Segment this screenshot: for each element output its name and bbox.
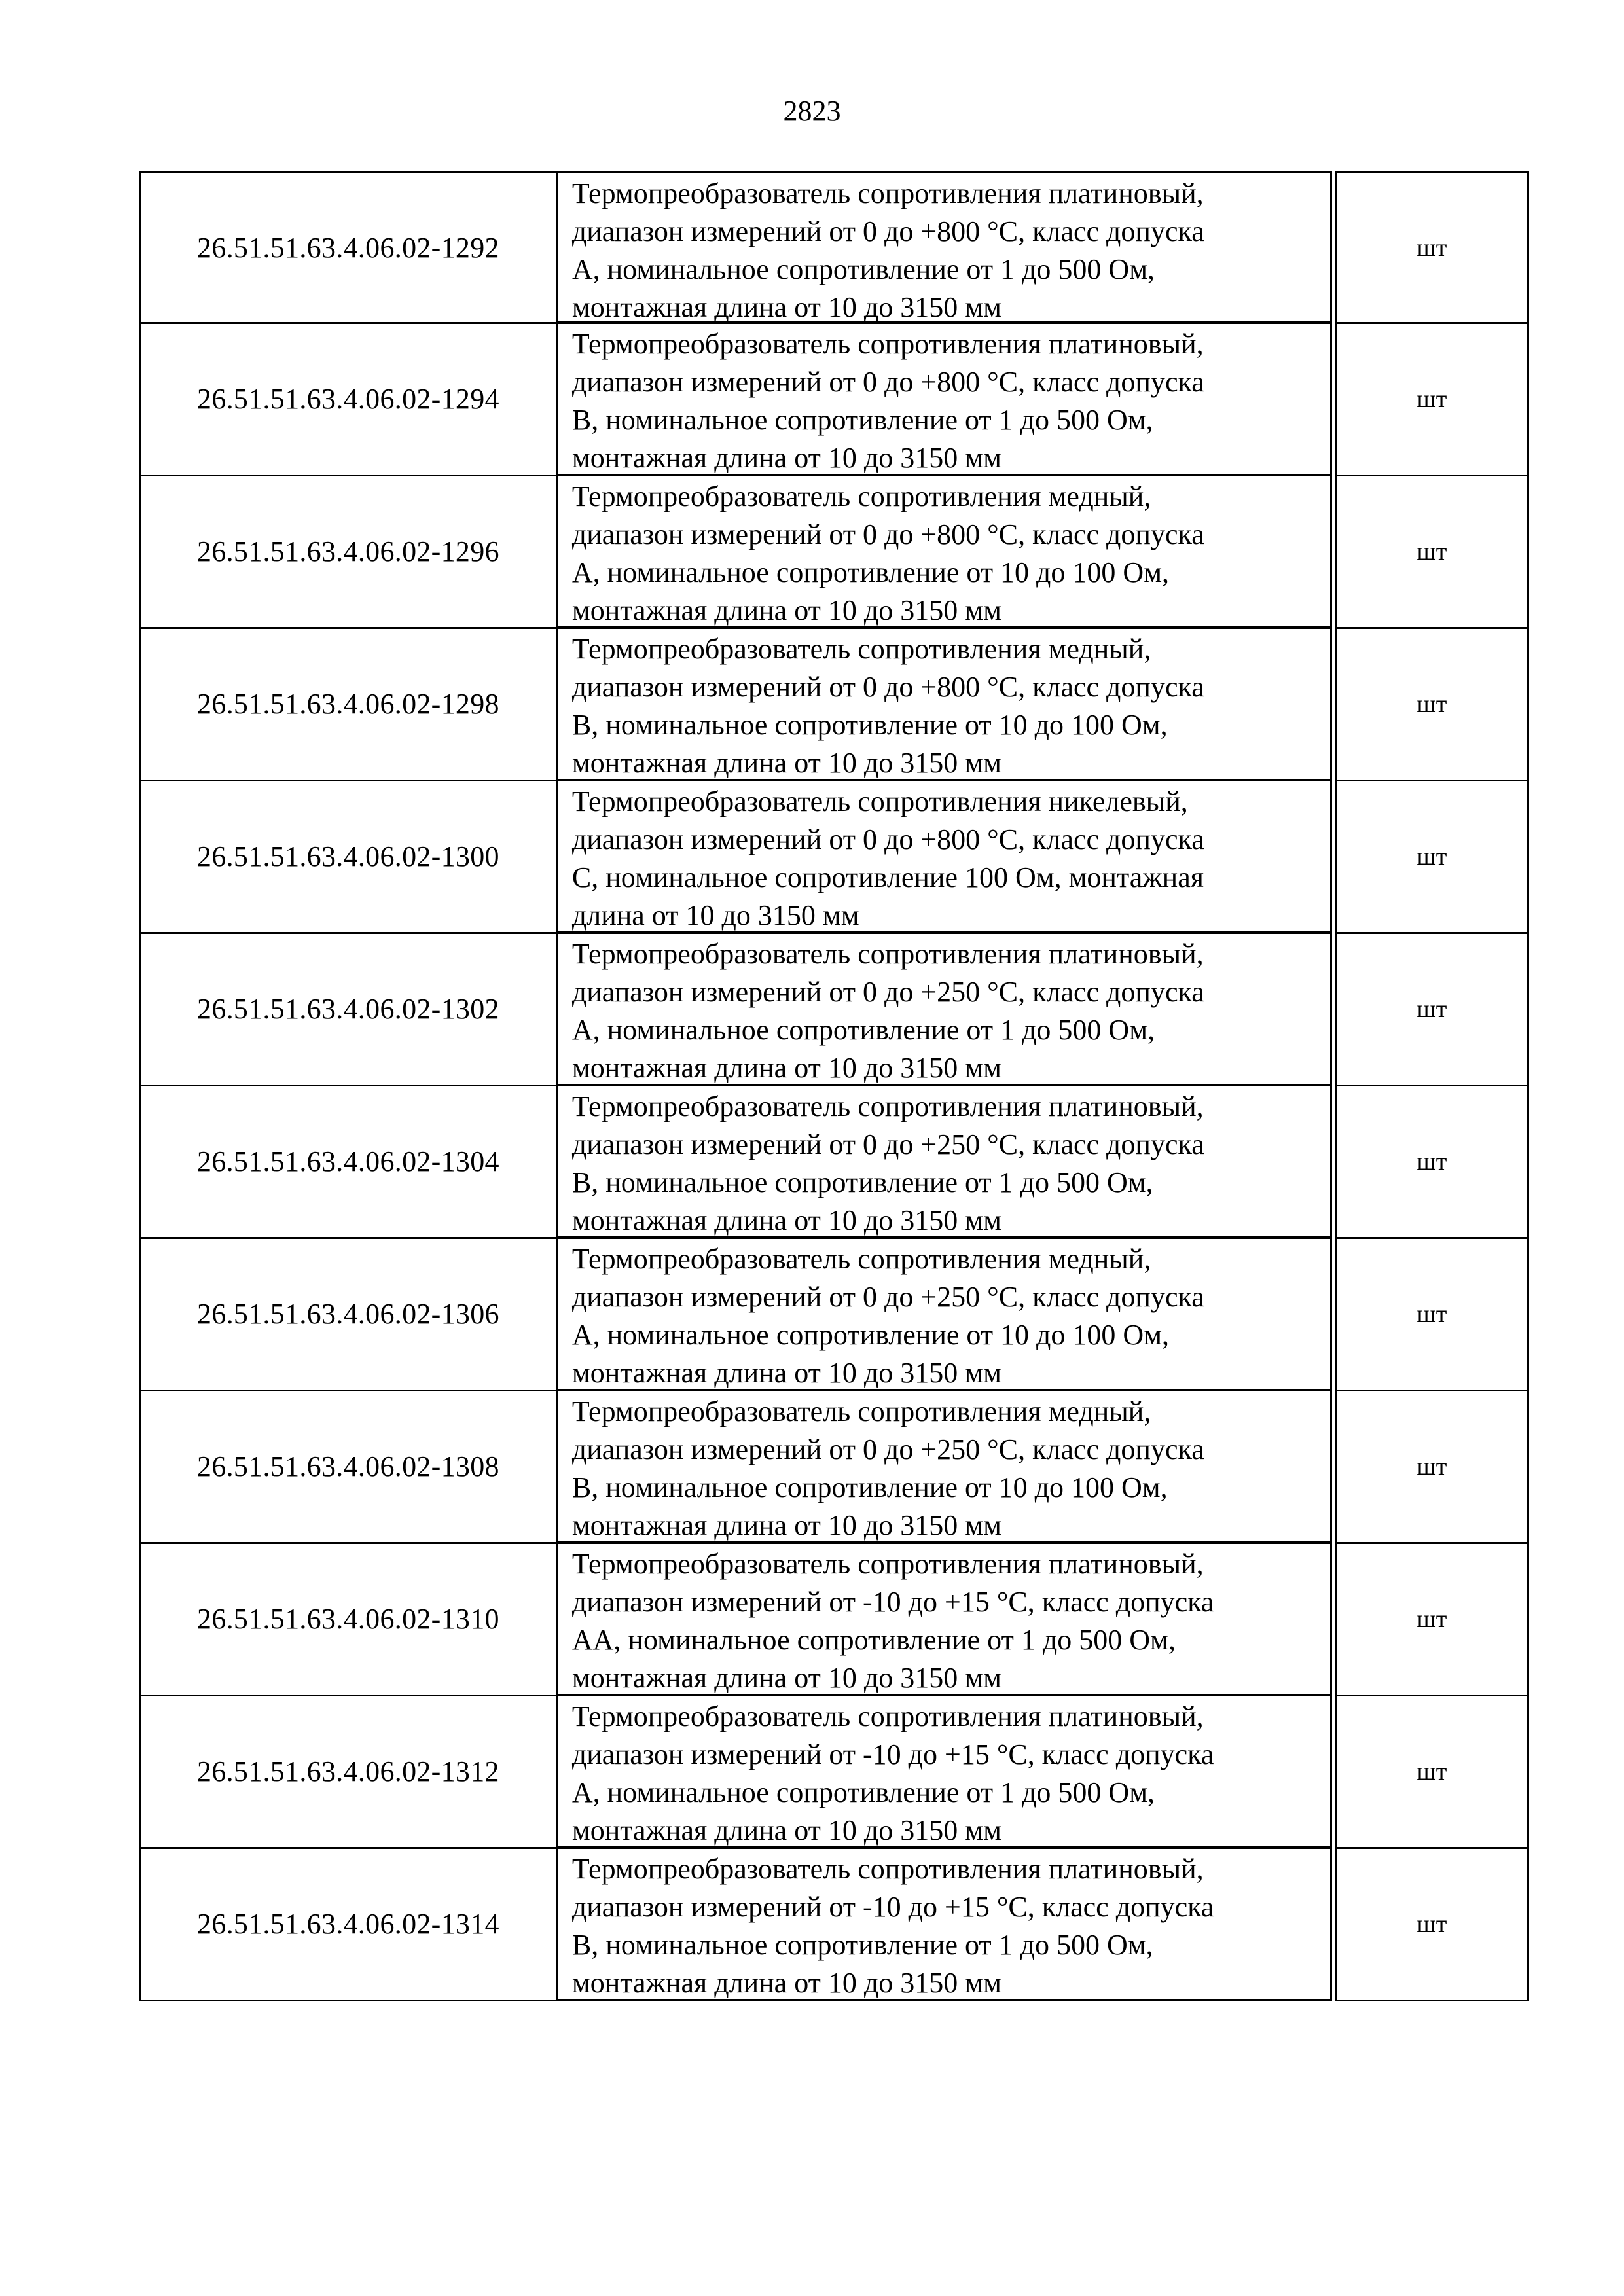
item-description [556,1847,1332,2001]
description-line: монтажная длина от 10 до 3150 мм [571,1357,1001,1389]
item-description [556,475,1332,629]
item-unit: шт [1335,627,1529,781]
item-unit: шт [1335,1695,1529,1849]
item-unit: шт [1335,1237,1529,1391]
description-line: А, номинальное сопротивление от 1 до 500 Ом, [571,1776,1155,1808]
item-code: 26.51.51.63.4.06.02-1308 [139,1390,558,1544]
description-line: монтажная длина от 10 до 3150 мм [571,1967,1001,1999]
item-description [556,1695,1332,1849]
item-description [556,171,1332,324]
description-line: диапазон измерений от 0 до +800 °С, класс допуска [571,671,1204,703]
table-row [139,1239,1529,1391]
description-line: монтажная длина от 10 до 3150 мм [571,747,1001,779]
description-line: диапазон измерений от 0 до +800 °С, класс допуска [571,823,1204,855]
item-code: 26.51.51.63.4.06.02-1298 [139,627,558,781]
description-line: АА, номинальное сопротивление от 1 до 500 Ом, [571,1624,1176,1656]
item-code: 26.51.51.63.4.06.02-1314 [139,1847,558,2001]
item-description [556,627,1332,781]
description-line: Термопреобразователь сопротивления медный, [571,1395,1151,1427]
table-row [139,934,1529,1086]
table-row [139,171,1529,324]
item-code: 26.51.51.63.4.06.02-1292 [139,171,558,324]
item-code: 26.51.51.63.4.06.02-1304 [139,1085,558,1239]
item-unit: шт [1335,932,1529,1086]
item-unit: шт [1335,171,1529,324]
item-code: 26.51.51.63.4.06.02-1310 [139,1542,558,1696]
description-line: Термопреобразователь сопротивления никелевый, [571,785,1188,817]
description-line: С, номинальное сопротивление 100 Ом, монтажная [571,861,1204,893]
item-code: 26.51.51.63.4.06.02-1296 [139,475,558,629]
description-line: Термопреобразователь сопротивления платиновый, [571,1700,1204,1732]
description-line: Термопреобразователь сопротивления платиновый, [571,328,1204,360]
description-line: монтажная длина от 10 до 3150 мм [571,1662,1001,1694]
table-row [139,629,1529,781]
table-row [139,476,1529,629]
description-line: В, номинальное сопротивление от 1 до 500 Ом, [571,404,1153,436]
table-row [139,1544,1529,1696]
item-unit: шт [1335,780,1529,934]
description-line: диапазон измерений от 0 до +250 °С, класс допуска [571,1433,1204,1465]
description-line: монтажная длина от 10 до 3150 мм [571,1204,1001,1236]
description-line: диапазон измерений от 0 до +800 °С, класс допуска [571,366,1204,398]
description-line: Термопреобразователь сопротивления платиновый, [571,938,1204,970]
item-description [556,932,1332,1086]
description-line: А, номинальное сопротивление от 10 до 100 Ом, [571,556,1170,588]
description-line: монтажная длина от 10 до 3150 мм [571,594,1001,626]
description-line: монтажная длина от 10 до 3150 мм [571,442,1001,474]
description-line: В, номинальное сопротивление от 10 до 100 Ом, [571,709,1168,741]
description-line: Термопреобразователь сопротивления медный, [571,480,1151,512]
page-number: 2823 [783,95,841,127]
item-unit: шт [1335,475,1529,629]
item-unit: шт [1335,322,1529,476]
description-line: монтажная длина от 10 до 3150 мм [571,1052,1001,1084]
description-line: диапазон измерений от 0 до +250 °С, класс допуска [571,1281,1204,1313]
description-line: Термопреобразователь сопротивления платиновый, [571,177,1204,209]
description-line: Термопреобразователь сопротивления платиновый, [571,1853,1204,1885]
description-line: А, номинальное сопротивление от 1 до 500 Ом, [571,1014,1155,1046]
description-line: А, номинальное сопротивление от 1 до 500 Ом, [571,253,1155,285]
description-line: В, номинальное сопротивление от 10 до 100 Ом, [571,1471,1168,1503]
description-line: диапазон измерений от -10 до +15 °С, класс допуска [571,1891,1214,1923]
table-row [139,781,1529,934]
item-unit: шт [1335,1390,1529,1544]
description-line: диапазон измерений от 0 до +250 °С, класс допуска [571,1128,1204,1160]
item-description [556,1390,1332,1544]
item-code: 26.51.51.63.4.06.02-1300 [139,780,558,934]
item-unit: шт [1335,1085,1529,1239]
description-line: Термопреобразователь сопротивления платиновый, [571,1548,1204,1580]
table-row [139,1391,1529,1544]
item-code: 26.51.51.63.4.06.02-1294 [139,322,558,476]
table-row [139,1849,1529,2001]
description-line: диапазон измерений от 0 до +800 °С, класс допуска [571,518,1204,550]
items-table [139,171,1529,2001]
table-row [139,1086,1529,1239]
item-description [556,780,1332,934]
item-description [556,1085,1332,1239]
description-line: монтажная длина от 10 до 3150 мм [571,1509,1001,1541]
item-description [556,1237,1332,1391]
description-line: Термопреобразователь сопротивления медный, [571,1243,1151,1275]
description-line: В, номинальное сопротивление от 1 до 500 Ом, [571,1929,1153,1961]
item-code: 26.51.51.63.4.06.02-1302 [139,932,558,1086]
item-code: 26.51.51.63.4.06.02-1306 [139,1237,558,1391]
item-description [556,1542,1332,1696]
item-unit: шт [1335,1542,1529,1696]
table-row [139,324,1529,476]
description-line: диапазон измерений от -10 до +15 °С, класс допуска [571,1738,1214,1770]
description-line: монтажная длина от 10 до 3150 мм [571,291,1001,323]
item-description [556,322,1332,476]
description-line: диапазон измерений от 0 до +800 °С, класс допуска [571,215,1204,247]
description-line: Термопреобразователь сопротивления медный, [571,633,1151,665]
description-line: Термопреобразователь сопротивления платиновый, [571,1090,1204,1122]
description-line: диапазон измерений от -10 до +15 °С, класс допуска [571,1586,1214,1618]
description-line: длина от 10 до 3150 мм [571,899,859,931]
description-line: А, номинальное сопротивление от 10 до 100 Ом, [571,1319,1170,1351]
description-line: В, номинальное сопротивление от 1 до 500 Ом, [571,1166,1153,1198]
item-code: 26.51.51.63.4.06.02-1312 [139,1695,558,1849]
table-row [139,1696,1529,1849]
item-unit: шт [1335,1847,1529,2001]
description-line: диапазон измерений от 0 до +250 °С, класс допуска [571,976,1204,1008]
description-line: монтажная длина от 10 до 3150 мм [571,1814,1001,1846]
